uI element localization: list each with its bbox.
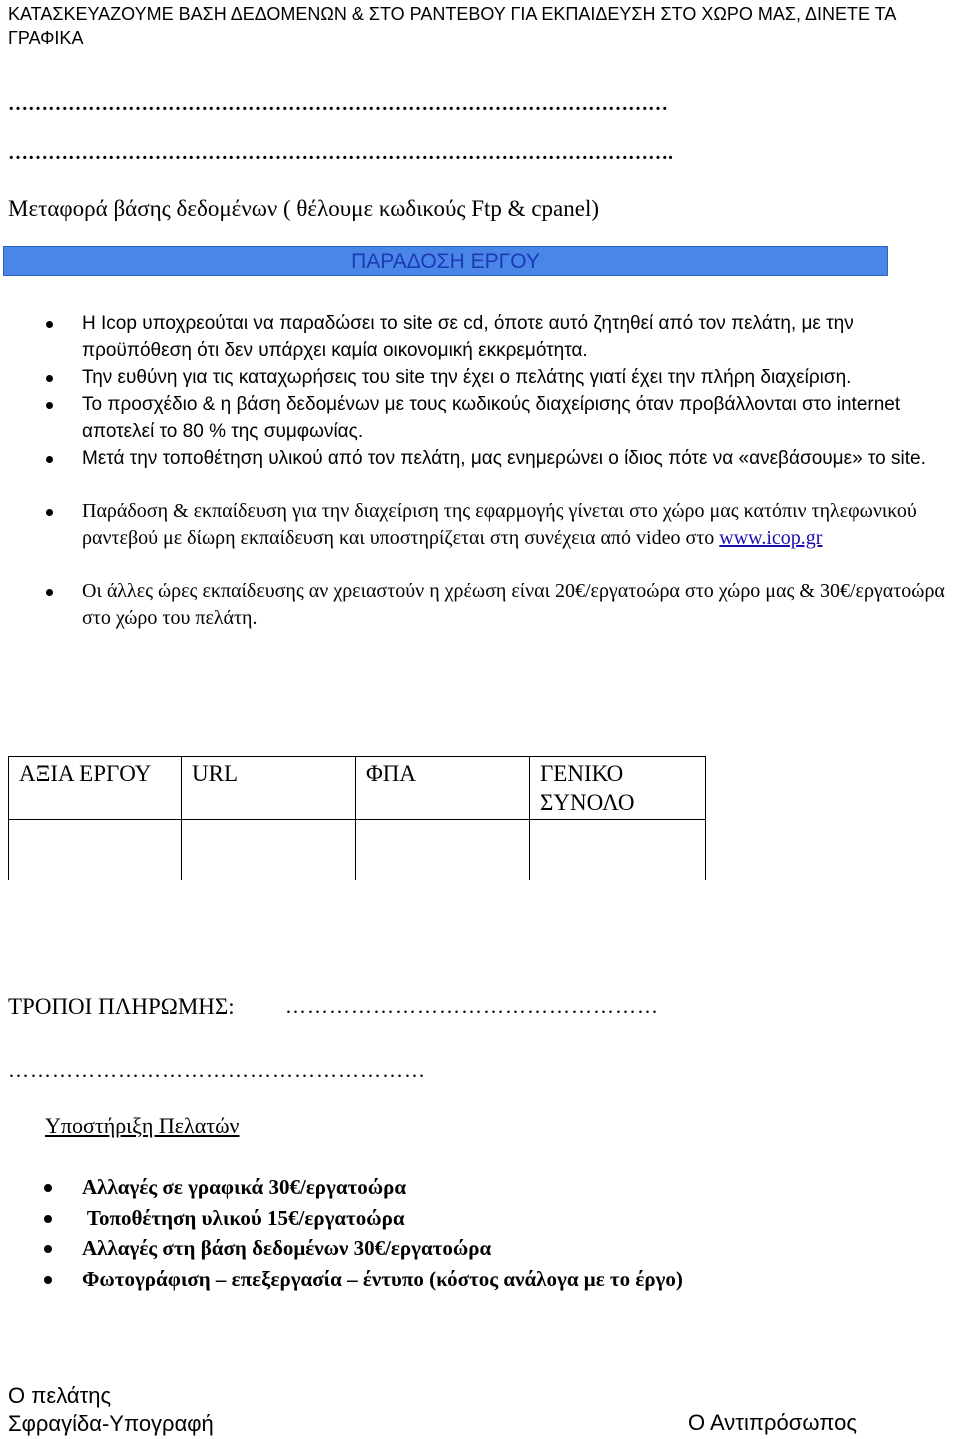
bullet-icon	[46, 402, 53, 409]
payment-dotted-line-1: ……………………………………………	[285, 994, 659, 1018]
bullet-icon	[46, 456, 53, 463]
dotted-line-1: ………………………………………………………………………………………	[8, 93, 668, 115]
list-item	[0, 578, 955, 632]
grand-total-cell[interactable]	[530, 820, 706, 881]
url-header: URL	[182, 757, 356, 820]
delivery-banner	[3, 246, 888, 276]
extra-hours-text: Οι άλλες ώρες εκπαίδευσης αν χρειαστούν η χρέωση είναι 20€/εργατοώρα στο χώρο μας & 30€/εργατοώρα στο χώρο του πελάτη.	[82, 580, 945, 629]
dotted-line-2: ……………………………………………………………………………………….	[8, 142, 673, 164]
bullet-icon	[44, 1245, 52, 1253]
bullet-icon	[44, 1215, 52, 1223]
list-item	[0, 1233, 683, 1264]
bullet-icon	[46, 589, 53, 596]
vat-cell[interactable]	[356, 820, 530, 881]
support-item-text: Αλλαγές σε γραφικά 30€/εργατοώρα	[82, 1175, 407, 1199]
table-header-row	[9, 757, 706, 820]
list-item	[0, 310, 955, 364]
list-item	[0, 391, 955, 445]
client-label: Ο πελάτης	[8, 1383, 112, 1408]
table-row	[9, 820, 706, 881]
delivery-item-text: Το προσχέδιο & η βάση δεδομένων με τους κωδικούς διαχείρισης όταν προβάλλονται στο internet αποτελεί το 80 % της συμφωνίας.	[82, 394, 901, 442]
support-item-text: Φωτογράφιση – επεξεργασία – έντυπο (κόστος ανάλογα με το έργο)	[82, 1266, 683, 1291]
project-cost-table	[8, 756, 706, 880]
bullet-icon	[46, 509, 53, 516]
header-note: ΚΑΤΑΣΚΕΥΑΖΟΥΜΕ ΒΑΣΗ ΔΕΔΟΜΕΝΩΝ & ΣΤΟ ΡΑΝΤΕΒΟΥ ΓΙΑ ΕΚΠΑΙΔΕΥΣΗ ΣΤΟ ΧΩΡΟ ΜΑΣ, ΔΙΝΕΤΕ ΤΑ ΓΡΑΦΙΚΑ	[8, 4, 896, 48]
client-signature-block	[8, 1382, 214, 1438]
bullet-icon	[44, 1276, 52, 1284]
url-cell[interactable]	[182, 820, 356, 881]
delivery-banner-title: ΠΑΡΑΔΟΣΗ ΕΡΓΟΥ	[351, 250, 540, 273]
delivery-item-text: Την ευθύνη για τις καταχωρήσεις του site την έχει ο πελάτης γιατί έχει την πλήρη διαχείριση.	[82, 367, 852, 388]
bullet-icon	[46, 375, 53, 382]
support-item-text: Αλλαγές στη βάση δεδομένων 30€/εργατοώρα	[82, 1236, 492, 1260]
support-item-text: Τοποθέτηση υλικού 15€/εργατοώρα	[82, 1205, 405, 1230]
list-item	[0, 1203, 683, 1234]
project-value-cell[interactable]	[9, 820, 182, 881]
payment-dotted-line-2: …………………………………………………	[8, 1058, 426, 1082]
grand-total-header: ΓΕΝΙΚΟ ΣΥΝΟΛΟ	[530, 757, 706, 820]
list-item	[0, 364, 955, 391]
delivery-item-text: Η Icop υποχρεούται να παραδώσει το site σε cd, όποτε αυτό ζητηθεί από τον πελάτη, με την προϋπόθεση ότι δεν υπάρχει καμία οικονομική εκκρεμότητα.	[82, 313, 854, 361]
list-item	[0, 445, 955, 472]
list-item	[0, 498, 955, 552]
bullet-icon	[44, 1184, 52, 1192]
list-item	[0, 1172, 683, 1203]
training-text: Παράδοση & εκπαίδευση για την διαχείριση της εφαρμογής γίνεται στο χώρο μας κατόπιν τηλεφωνικού ραντεβού με δίωρη εκπαίδευση και υποστηρίζεται στη συνέχεια από video στο	[82, 500, 917, 549]
database-transfer-line: Μεταφορά βάσης δεδομένων ( θέλουμε κωδικούς Ftp & cpanel)	[8, 196, 599, 221]
client-stamp-label: Σφραγίδα-Υπογραφή	[8, 1411, 214, 1436]
icop-website-link[interactable]: www.icop.gr	[719, 527, 823, 549]
bullet-icon	[46, 321, 53, 328]
list-item	[0, 1264, 683, 1295]
project-value-header: ΑΞΙΑ ΕΡΓΟΥ	[9, 757, 182, 820]
delivery-item-text: Μετά την τοποθέτηση υλικού από τον πελάτη, μας ενημερώνει ο ίδιος πότε να «ανεβάσουμε» το site.	[82, 448, 926, 469]
representative-label: Ο Αντιπρόσωπος	[688, 1410, 857, 1435]
customer-support-title: Υποστήριξη Πελατών	[45, 1113, 240, 1138]
support-pricing-list	[0, 1172, 683, 1294]
vat-header: ΦΠΑ	[356, 757, 530, 820]
delivery-terms-list	[0, 310, 955, 632]
payment-methods-label: ΤΡΟΠΟΙ ΠΛΗΡΩΜΗΣ:	[8, 994, 235, 1019]
